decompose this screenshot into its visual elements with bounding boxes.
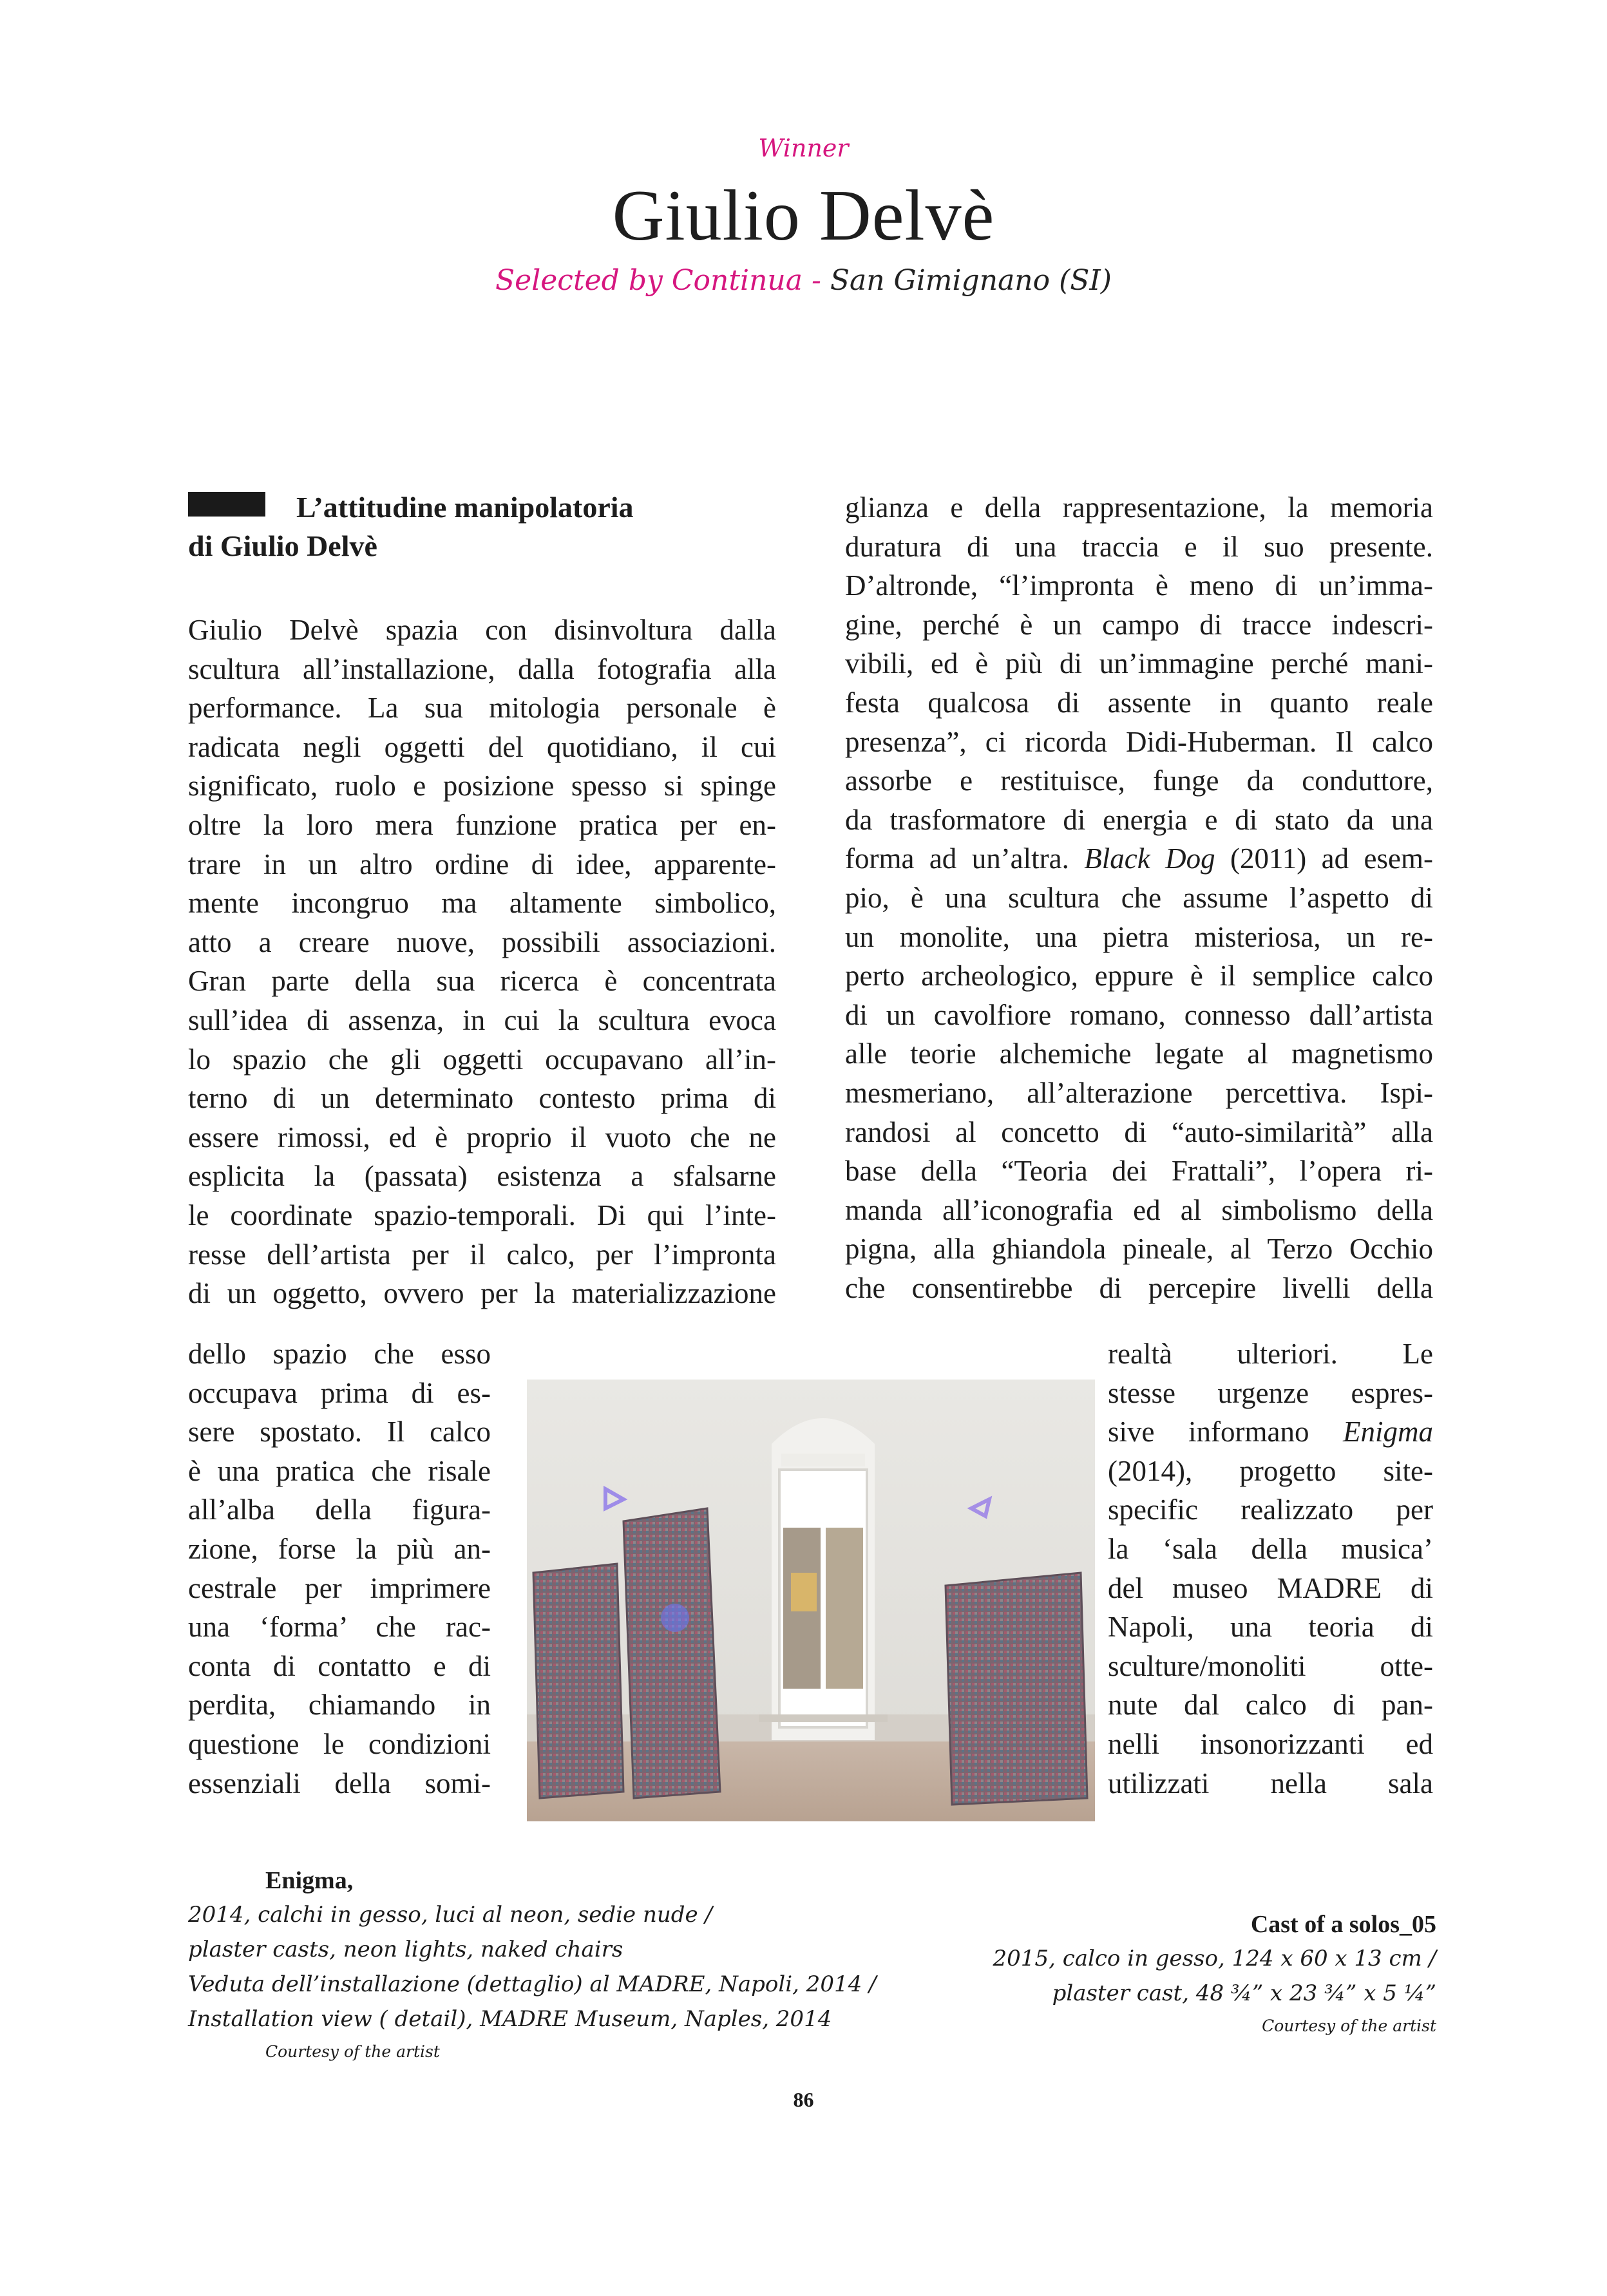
body-line: all’alba della figura-	[188, 1494, 491, 1526]
body-line: oltre la loro mera funzione pratica per en-	[188, 808, 776, 841]
body-line: è una pratica che risale	[188, 1454, 491, 1487]
body-line: essere rimossi, ed è proprio il vuoto che ne	[188, 1121, 776, 1153]
body-line: conta di contatto e di	[188, 1649, 491, 1682]
body-line: forma ad un’altra. Black Dog (2011) ad esem-	[845, 842, 1433, 875]
body-line: manda all’iconografia ed al simbolismo della	[845, 1193, 1433, 1226]
caption-enigma-title: Enigma,	[265, 1867, 354, 1894]
body-line: festa qualcosa di assente in quanto reale	[845, 686, 1433, 719]
body-line: da trasformatore di energia e di stato da una	[845, 803, 1433, 836]
body-line: cestrale per imprimere	[188, 1571, 491, 1604]
body-line: base della “Teoria dei Frattali”, l’opera ri-	[845, 1155, 1433, 1188]
body-line: randosi al concetto di “auto-similarità” alla	[845, 1115, 1433, 1148]
caption-enigma-line-2: plaster casts, neon lights, naked chairs	[188, 1937, 623, 1962]
caption-cast-line-1: 2015, calco in gesso, 124 x 60 x 13 cm /	[993, 1946, 1436, 1971]
caption-enigma	[188, 1864, 961, 2067]
body-line: essenziali della somi-	[188, 1767, 491, 1799]
body-column-left-narrow	[188, 1334, 491, 1803]
body-line: D’altronde, “l’impronta è meno di un’imma-	[845, 569, 1433, 602]
caption-enigma-line-1: 2014, calchi in gesso, luci al neon, sedie nude /	[188, 1902, 712, 1928]
body-line: Gran parte della sua ricerca è concentrata	[188, 965, 776, 998]
body-line: del museo MADRE di	[1108, 1571, 1433, 1604]
body-column-left	[188, 611, 776, 1313]
caption-enigma-credit: Courtesy of the artist	[265, 2042, 440, 2061]
body-line: mesmeriano, all’alterazione percettiva. Ispi-	[845, 1076, 1433, 1109]
artist-name: Giulio Delvè	[612, 176, 995, 256]
body-line: perto archeologico, eppure è il semplice calco	[845, 960, 1433, 992]
body-line: lo spazio che gli oggetti occupavano all’in-	[188, 1043, 776, 1076]
body-line: (2014), progetto site-	[1108, 1454, 1433, 1487]
body-line: alle teorie alchemiche legate al magnetismo	[845, 1038, 1433, 1070]
body-line: realtà ulteriori. Le	[1108, 1338, 1433, 1370]
body-line: perdita, chiamando in	[188, 1689, 491, 1722]
body-line: pio, è una scultura che assume l’aspetto di	[845, 881, 1433, 914]
caption-cast-credit: Courtesy of the artist	[1262, 2016, 1436, 2035]
caption-enigma-line-3: Veduta dell’installazione (dettaglio) al MADRE, Napoli, 2014 /	[188, 1971, 877, 1997]
body-line: Giulio Delvè spazia con disinvoltura dalla	[188, 614, 776, 646]
selected-by-gallery: Selected by Continua -	[495, 264, 821, 297]
heading-line-2: di Giulio Delvè	[188, 529, 377, 562]
body-line: terno di un determinato contesto prima di	[188, 1082, 776, 1115]
body-line: zione, forse la più an-	[188, 1532, 491, 1565]
caption-enigma-line-4: Installation view ( detail), MADRE Museum, Naples, 2014	[188, 2006, 832, 2032]
body-line: che consentirebbe di percepire livelli della	[845, 1271, 1433, 1304]
body-line: assorbe e restituisce, funge da conduttore,	[845, 764, 1433, 797]
body-line: gine, perché è un campo di tracce indescri-	[845, 608, 1433, 641]
body-line: Napoli, una teoria di	[1108, 1611, 1433, 1644]
body-line: nelli insonorizzanti ed	[1108, 1727, 1433, 1760]
body-line: performance. La sua mitologia personale è	[188, 692, 776, 725]
body-line: duratura di una traccia e il suo presente.	[845, 530, 1433, 563]
selected-by-line	[0, 261, 1607, 300]
page-number: 86	[793, 2088, 814, 2111]
body-line: utilizzati nella sala	[1108, 1767, 1433, 1799]
body-line: glianza e della rappresentazione, la memoria	[845, 491, 1433, 524]
body-line: sull’idea di assenza, in cui la scultura evoca	[188, 1003, 776, 1036]
body-line: trare in un altro ordine di idee, apparente-	[188, 848, 776, 880]
body-line: stesse urgenze espres-	[1108, 1376, 1433, 1409]
body-line: un monolite, una pietra misteriosa, un re-	[845, 920, 1433, 953]
body-line: scultura all’installazione, dalla fotografia alla	[188, 652, 776, 685]
caption-cast-title: Cast of a solos_05	[1250, 1911, 1436, 1938]
body-column-right	[845, 488, 1433, 1307]
body-line: occupava prima di es-	[188, 1376, 491, 1409]
body-line: una ‘forma’ che rac-	[188, 1611, 491, 1644]
caption-cast-of-a-solos	[870, 1908, 1436, 2042]
article-heading	[188, 488, 768, 565]
body-line: radicata negli oggetti del quotidiano, il cui	[188, 730, 776, 763]
body-line: sculture/monoliti otte-	[1108, 1649, 1433, 1682]
body-line: significato, ruolo e posizione spesso si spinge	[188, 770, 776, 802]
body-line: le coordinate spazio-temporali. Di qui l’inte-	[188, 1199, 776, 1231]
body-line: sere spostato. Il calco	[188, 1416, 491, 1448]
artwork-installation-photo	[527, 1380, 1095, 1821]
body-line: mente incongruo ma altamente simbolico,	[188, 887, 776, 920]
body-line: atto a creare nuove, possibili associazioni.	[188, 925, 776, 958]
body-line: resse dell’artista per il calco, per l’impronta	[188, 1238, 776, 1271]
body-line: nute dal calco di pan-	[1108, 1689, 1433, 1722]
body-line: di un oggetto, ovvero per la materializzazione	[188, 1277, 776, 1310]
body-column-right-narrow	[1108, 1334, 1433, 1803]
body-line: presenza”, ci ricorda Didi-Huberman. Il calco	[845, 725, 1433, 758]
body-line: sive informano Enigma	[1108, 1416, 1433, 1448]
body-line: questione le condizioni	[188, 1727, 491, 1760]
body-line: di un cavolfiore romano, connesso dall’artista	[845, 998, 1433, 1031]
body-line: esplicita la (passata) esistenza a sfalsarne	[188, 1160, 776, 1193]
selected-by-place: San Gimignano (SI)	[830, 264, 1112, 297]
body-line: pigna, alla ghiandola pineale, al Terzo Occhio	[845, 1233, 1433, 1266]
winner-label: Winner	[758, 134, 849, 162]
body-line: specific realizzato per	[1108, 1494, 1433, 1526]
heading-line-1: L’attitudine manipolatoria	[296, 491, 634, 524]
body-line: la ‘sala della musica’	[1108, 1532, 1433, 1565]
body-line: dello spazio che esso	[188, 1338, 491, 1370]
caption-cast-line-2: plaster cast, 48 ¾” x 23 ¾” x 5 ¼”	[1052, 1980, 1436, 2006]
body-line: vibili, ed è più di un’immagine perché mani-	[845, 647, 1433, 680]
